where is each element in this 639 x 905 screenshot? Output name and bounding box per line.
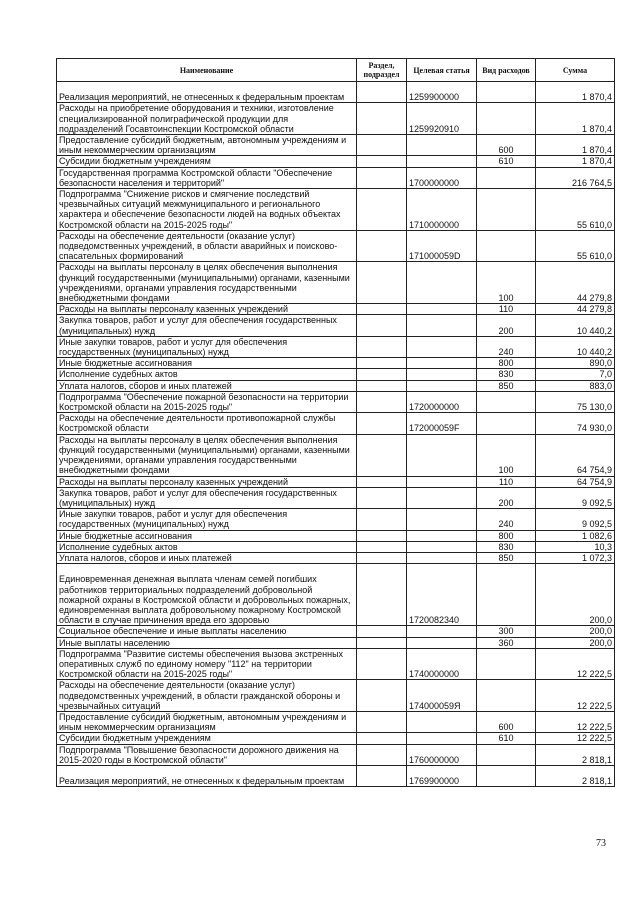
cell-name: Единовременная денежная выплата членам семей погибших работников территориальных подразделений добровольной пожарной охраны в Костромской области и добровольных пожарных, единовременная выплата добровольному пожарному Костромской области в случае причинения вреда его здоровью bbox=[57, 564, 357, 626]
cell-target bbox=[407, 304, 477, 315]
cell-target: 1769900000 bbox=[407, 765, 477, 786]
cell-name: Социальное обеспечение и иные выплаты населению bbox=[57, 626, 357, 637]
cell-target bbox=[407, 711, 477, 732]
cell-section bbox=[357, 358, 407, 369]
cell-name: Подпрограмма "Снижение рисков и смягчение последствий чрезвычайных ситуаций межмуниципального и регионального характера и обеспечение безопасности людей на водных объектах Костромской области на 2015-2025 годы" bbox=[57, 189, 357, 231]
cell-target: 1760000000 bbox=[407, 744, 477, 765]
budget-table bbox=[56, 58, 615, 787]
table-row bbox=[57, 304, 615, 315]
cell-type: 610 bbox=[477, 156, 536, 167]
cell-sum: 1 072,3 bbox=[536, 552, 615, 563]
cell-type: 850 bbox=[477, 552, 536, 563]
table-row bbox=[57, 637, 615, 648]
table-body bbox=[57, 82, 615, 787]
cell-name: Предоставление субсидий бюджетным, автономным учреждениям и иным некоммерческим организациям bbox=[57, 135, 357, 156]
cell-name: Иные закупки товаров, работ и услуг для обеспечения государственных (муниципальных) нужд bbox=[57, 509, 357, 530]
cell-section bbox=[357, 711, 407, 732]
cell-section bbox=[357, 648, 407, 680]
table-row bbox=[57, 509, 615, 530]
header-section: Раздел, подраздел bbox=[357, 59, 407, 82]
cell-type bbox=[477, 648, 536, 680]
cell-type bbox=[477, 680, 536, 712]
cell-section bbox=[357, 680, 407, 712]
table-row bbox=[57, 476, 615, 487]
cell-sum: 216 764,5 bbox=[536, 167, 615, 188]
cell-section bbox=[357, 369, 407, 380]
cell-target bbox=[407, 380, 477, 391]
cell-name: Подпрограмма "Развитие системы обеспечения вызова экстренных оперативных служб по единому номеру "112" на территории Костромской области на 2015-2025 годы" bbox=[57, 648, 357, 680]
cell-name: Расходы на обеспечение деятельности противопожарной службы Костромской области bbox=[57, 413, 357, 434]
table-row bbox=[57, 626, 615, 637]
cell-target bbox=[407, 369, 477, 380]
cell-type bbox=[477, 230, 536, 262]
cell-section bbox=[357, 156, 407, 167]
table-row bbox=[57, 135, 615, 156]
cell-target: 172000059F bbox=[407, 413, 477, 434]
cell-section bbox=[357, 315, 407, 336]
cell-type bbox=[477, 167, 536, 188]
cell-sum: 55 610,0 bbox=[536, 230, 615, 262]
cell-section bbox=[357, 380, 407, 391]
cell-sum: 44 279,8 bbox=[536, 262, 615, 304]
table-header-row bbox=[57, 59, 615, 82]
cell-section bbox=[357, 564, 407, 626]
cell-name: Иные закупки товаров, работ и услуг для обеспечения государственных (муниципальных) нужд bbox=[57, 336, 357, 357]
cell-target: 174000059Я bbox=[407, 680, 477, 712]
cell-sum: 12 222,5 bbox=[536, 648, 615, 680]
cell-section bbox=[357, 230, 407, 262]
cell-sum: 12 222,5 bbox=[536, 733, 615, 744]
table-row bbox=[57, 744, 615, 765]
cell-sum: 55 610,0 bbox=[536, 189, 615, 231]
cell-type bbox=[477, 564, 536, 626]
cell-target bbox=[407, 156, 477, 167]
cell-target bbox=[407, 336, 477, 357]
cell-target bbox=[407, 626, 477, 637]
cell-target bbox=[407, 135, 477, 156]
cell-name: Подпрограмма "Обеспечение пожарной безопасности на территории Костромской области на 2015-2025 годы" bbox=[57, 391, 357, 412]
cell-type: 100 bbox=[477, 262, 536, 304]
table-row bbox=[57, 434, 615, 476]
cell-type: 600 bbox=[477, 711, 536, 732]
table-row bbox=[57, 733, 615, 744]
cell-sum: 7,0 bbox=[536, 369, 615, 380]
cell-sum: 2 818,1 bbox=[536, 744, 615, 765]
cell-target: 1710000000 bbox=[407, 189, 477, 231]
cell-name: Уплата налогов, сборов и иных платежей bbox=[57, 380, 357, 391]
cell-name: Иные выплаты населению bbox=[57, 637, 357, 648]
cell-type bbox=[477, 189, 536, 231]
cell-name: Расходы на выплаты персоналу в целях обеспечения выполнения функций государственными (муниципальными) органами, казенными учреждениями, органами управления государственными внебюджетными фондами bbox=[57, 262, 357, 304]
cell-sum: 2 818,1 bbox=[536, 765, 615, 786]
cell-name: Расходы на обеспечение деятельности (оказание услуг) подведомственных учреждений, в области гражданской обороны и чрезвычайных ситуаций bbox=[57, 680, 357, 712]
cell-sum: 44 279,8 bbox=[536, 304, 615, 315]
cell-target bbox=[407, 552, 477, 563]
cell-section bbox=[357, 336, 407, 357]
table-row bbox=[57, 413, 615, 434]
cell-name: Уплата налогов, сборов и иных платежей bbox=[57, 552, 357, 563]
cell-target: 1740000000 bbox=[407, 648, 477, 680]
cell-target bbox=[407, 476, 477, 487]
table-row bbox=[57, 765, 615, 786]
cell-section bbox=[357, 530, 407, 541]
table-row bbox=[57, 541, 615, 552]
cell-section bbox=[357, 487, 407, 508]
cell-type: 240 bbox=[477, 336, 536, 357]
cell-sum: 10 440,2 bbox=[536, 315, 615, 336]
cell-target bbox=[407, 315, 477, 336]
cell-type bbox=[477, 765, 536, 786]
cell-sum: 883,0 bbox=[536, 380, 615, 391]
cell-name: Закупка товаров, работ и услуг для обеспечения государственных (муниципальных) нужд bbox=[57, 487, 357, 508]
cell-section bbox=[357, 135, 407, 156]
cell-type: 300 bbox=[477, 626, 536, 637]
header-sum: Сумма bbox=[536, 59, 615, 82]
cell-section bbox=[357, 262, 407, 304]
table-row bbox=[57, 358, 615, 369]
cell-section bbox=[357, 304, 407, 315]
cell-section bbox=[357, 413, 407, 434]
cell-section bbox=[357, 434, 407, 476]
cell-type bbox=[477, 413, 536, 434]
cell-sum: 75 130,0 bbox=[536, 391, 615, 412]
cell-target bbox=[407, 733, 477, 744]
cell-section bbox=[357, 167, 407, 188]
cell-target: 1720000000 bbox=[407, 391, 477, 412]
cell-type: 830 bbox=[477, 369, 536, 380]
cell-type bbox=[477, 391, 536, 412]
cell-target: 171000059D bbox=[407, 230, 477, 262]
cell-sum: 1 870,4 bbox=[536, 82, 615, 103]
cell-target bbox=[407, 262, 477, 304]
cell-name: Иные бюджетные ассигнования bbox=[57, 358, 357, 369]
cell-sum: 890,0 bbox=[536, 358, 615, 369]
table-row bbox=[57, 369, 615, 380]
table-row bbox=[57, 552, 615, 563]
cell-target: 1700000000 bbox=[407, 167, 477, 188]
table-row bbox=[57, 336, 615, 357]
cell-target bbox=[407, 509, 477, 530]
header-name: Наименование bbox=[57, 59, 357, 82]
cell-target: 1259900000 bbox=[407, 82, 477, 103]
cell-sum: 200,0 bbox=[536, 637, 615, 648]
table-row bbox=[57, 380, 615, 391]
cell-section bbox=[357, 626, 407, 637]
cell-type bbox=[477, 744, 536, 765]
cell-section bbox=[357, 189, 407, 231]
table-row bbox=[57, 530, 615, 541]
cell-type: 100 bbox=[477, 434, 536, 476]
cell-sum: 9 092,5 bbox=[536, 509, 615, 530]
cell-section bbox=[357, 476, 407, 487]
cell-target bbox=[407, 487, 477, 508]
cell-sum: 1 870,4 bbox=[536, 156, 615, 167]
cell-sum: 1 870,4 bbox=[536, 135, 615, 156]
table-row bbox=[57, 189, 615, 231]
cell-section bbox=[357, 552, 407, 563]
table-row bbox=[57, 82, 615, 103]
cell-sum: 12 222,5 bbox=[536, 680, 615, 712]
cell-type: 800 bbox=[477, 358, 536, 369]
cell-section bbox=[357, 744, 407, 765]
cell-target bbox=[407, 541, 477, 552]
cell-sum: 200,0 bbox=[536, 564, 615, 626]
cell-type: 600 bbox=[477, 135, 536, 156]
cell-target: 1720082340 bbox=[407, 564, 477, 626]
cell-name: Расходы на выплаты персоналу в целях обеспечения выполнения функций государственными (муниципальными) органами, казенными учреждениями, органами управления государственными внебюджетными фондами bbox=[57, 434, 357, 476]
cell-name: Реализация мероприятий, не отнесенных к федеральным проектам bbox=[57, 82, 357, 103]
table-row bbox=[57, 156, 615, 167]
table-row bbox=[57, 680, 615, 712]
cell-type: 610 bbox=[477, 733, 536, 744]
cell-sum: 9 092,5 bbox=[536, 487, 615, 508]
header-type: Вид расходов bbox=[477, 59, 536, 82]
cell-section bbox=[357, 82, 407, 103]
cell-sum: 64 754,9 bbox=[536, 476, 615, 487]
cell-type: 850 bbox=[477, 380, 536, 391]
cell-name: Иные бюджетные ассигнования bbox=[57, 530, 357, 541]
table-row bbox=[57, 487, 615, 508]
cell-name: Расходы на выплаты персоналу казенных учреждений bbox=[57, 304, 357, 315]
cell-name: Расходы на обеспечение деятельности (оказание услуг) подведомственных учреждений, в области аварийных и поисково-спасательных формирований bbox=[57, 230, 357, 262]
cell-sum: 1 082,6 bbox=[536, 530, 615, 541]
cell-name: Субсидии бюджетным учреждениям bbox=[57, 156, 357, 167]
cell-type: 830 bbox=[477, 541, 536, 552]
cell-sum: 200,0 bbox=[536, 626, 615, 637]
header-target: Целевая статья bbox=[407, 59, 477, 82]
cell-name: Исполнение судебных актов bbox=[57, 541, 357, 552]
cell-name: Расходы на приобретение оборудования и техники, изготовление специализированной полиграфической продукции для подразделений Госавтоинспекции Костромской области bbox=[57, 103, 357, 135]
cell-type: 200 bbox=[477, 487, 536, 508]
cell-type bbox=[477, 103, 536, 135]
cell-sum: 10,3 bbox=[536, 541, 615, 552]
cell-type: 110 bbox=[477, 304, 536, 315]
cell-section bbox=[357, 733, 407, 744]
table-row bbox=[57, 262, 615, 304]
cell-name: Государственная программа Костромской области "Обеспечение безопасности населения и территорий" bbox=[57, 167, 357, 188]
table-row bbox=[57, 103, 615, 135]
cell-type: 360 bbox=[477, 637, 536, 648]
cell-type: 240 bbox=[477, 509, 536, 530]
table-row bbox=[57, 391, 615, 412]
cell-name: Субсидии бюджетным учреждениям bbox=[57, 733, 357, 744]
table-row bbox=[57, 315, 615, 336]
cell-sum: 74 930,0 bbox=[536, 413, 615, 434]
cell-type: 800 bbox=[477, 530, 536, 541]
cell-section bbox=[357, 509, 407, 530]
cell-target bbox=[407, 434, 477, 476]
cell-name: Подпрограмма "Повышение безопасности дорожного движения на 2015-2020 годы в Костромской области" bbox=[57, 744, 357, 765]
cell-name: Реализация мероприятий, не отнесенных к федеральным проектам bbox=[57, 765, 357, 786]
cell-name: Расходы на выплаты персоналу казенных учреждений bbox=[57, 476, 357, 487]
cell-sum: 10 440,2 bbox=[536, 336, 615, 357]
cell-sum: 64 754,9 bbox=[536, 434, 615, 476]
cell-target: 1259920910 bbox=[407, 103, 477, 135]
cell-type: 110 bbox=[477, 476, 536, 487]
cell-section bbox=[357, 765, 407, 786]
cell-section bbox=[357, 541, 407, 552]
cell-target bbox=[407, 530, 477, 541]
cell-name: Закупка товаров, работ и услуг для обеспечения государственных (муниципальных) нужд bbox=[57, 315, 357, 336]
table-row bbox=[57, 648, 615, 680]
table-row bbox=[57, 711, 615, 732]
cell-section bbox=[357, 391, 407, 412]
cell-section bbox=[357, 103, 407, 135]
cell-type: 200 bbox=[477, 315, 536, 336]
table-row bbox=[57, 230, 615, 262]
table-row bbox=[57, 167, 615, 188]
cell-name: Исполнение судебных актов bbox=[57, 369, 357, 380]
cell-section bbox=[357, 637, 407, 648]
cell-target bbox=[407, 358, 477, 369]
cell-target bbox=[407, 637, 477, 648]
cell-sum: 1 870,4 bbox=[536, 103, 615, 135]
table-row bbox=[57, 564, 615, 626]
page-number: 73 bbox=[596, 838, 606, 849]
cell-type bbox=[477, 82, 536, 103]
cell-sum: 12 222,5 bbox=[536, 711, 615, 732]
cell-name: Предоставление субсидий бюджетным, автономным учреждениям и иным некоммерческим организациям bbox=[57, 711, 357, 732]
